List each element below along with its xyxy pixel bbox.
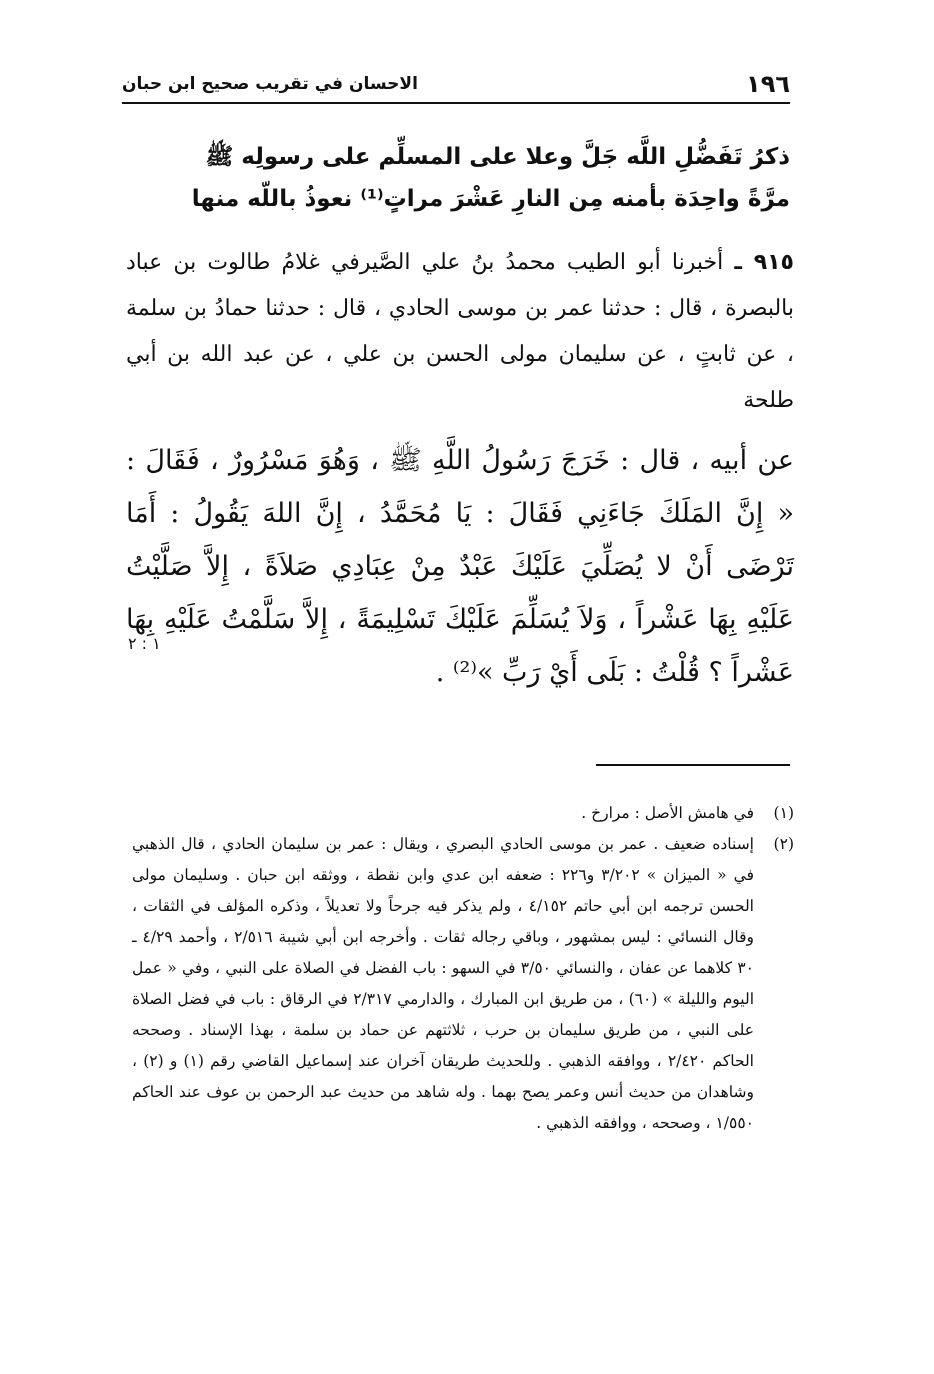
chapter-heading-line-2: مرَّةً واحِدَة بأمنه مِن النارِ عَشْرَ مراتٍ⁽¹⁾ نعوذُ باللّه منها bbox=[191, 186, 790, 212]
hadith-isnad bbox=[126, 240, 794, 424]
page-number: ١٩٦ bbox=[746, 70, 790, 98]
book-title: الاحسان في تقريب صحيح ابن حبان bbox=[122, 74, 418, 94]
isnad-text: أخبرنا أبو الطيب محمدُ بنُ علي الصَّيرفي غلامُ طالوت بن عباد بالبصرة ، قال : حدثنا عمر بن موسى الحادي ، قال : حدثنا حمادُ بن سلمة ، عن ثابتٍ ، عن سليمان مولى الحسن بن علي ، عن عبد الله بن أبي طلحة bbox=[126, 250, 794, 413]
footnote-marker: (٢) bbox=[773, 835, 794, 853]
chapter-heading-line-1: ذكرُ تَفَضُّلِ اللَّه جَلَّ وعلا على المسلِّم على رسولِه ﷺ bbox=[205, 144, 790, 170]
hadith-number: ٩١٥ ـ bbox=[734, 250, 794, 275]
side-reference: ١ : ٢ bbox=[128, 634, 161, 653]
footnote-2 bbox=[132, 829, 794, 1139]
footnotes bbox=[132, 798, 794, 1139]
footnote-text: في هامش الأصل : مرارخ . bbox=[581, 804, 754, 822]
footnote-separator bbox=[596, 764, 790, 766]
chapter-heading bbox=[150, 136, 790, 220]
footnote-text: إسناده ضعيف . عمر بن موسى الحادي البصري ، ويقال : عمر بن سليمان الحادي ، قال الذهبي في « الميزان » ٣/٢٠٢ و٢٢٦ : ضعفه ابن عدي وابن نقطة ، ووثقه ابن حبان . وسليمان مولى الحسن ترجمه ابن أبي حاتم ٤/١٥٢ ، ولم يذكر فيه جرحاً ولا تعديلاً ، وذكره المؤلف في الثقات ، وقال النسائي : ليس بمشهور ، وباقي رجاله ثقات . وأخرجه ابن أبي شيبة ٢/٥١٦ ، وأحمد ٤/٢٩ ـ ٣٠ كلاهما عن عفان ، والنسائي ٣/٥٠ في السهو : باب الفضل في الصلاة على النبي ، وفي « عمل اليوم والليلة » (٦٠) ، من طريق ابن المبارك ، والدارمي ٢/٣١٧ في الرقاق : باب في فضل الصلاة على النبي ، من طريق سليمان بن حرب ، ثلاثتهم عن حماد بن سلمة ، بهذا الإسناد . وصححه الحاكم ٢/٤٢٠ ، ووافقه الذهبي . وللحديث طريقان آخران عند إسماعيل القاضي رقم (١) و (٢) ، وشاهدان من حديث أنس وعمر يصح بهما . وله شاهد من حديث عبد الرحمن بن عوف عند الحاكم ١/٥٥٠ ، وصححه ، ووافقه الذهبي . bbox=[132, 835, 755, 1132]
footnote-marker: (١) bbox=[773, 804, 794, 822]
running-header bbox=[122, 66, 790, 104]
hadith-matn: عن أبيه ، قال : خَرَجَ رَسُولُ اللَّهِ ﷺ ، وَهُوَ مَسْرُورٌ ، فَقَالَ : « إِنَّ المَلَكَ جَاءَنِي فَقَالَ : يَا مُحَمَّدُ ، إِنَّ اللهَ يَقُولُ : أَمَا تَرْضَى أَنْ لا يُصَلِّيَ عَلَيْكَ عَبْدٌ مِنْ عِبَادِي صَلاَةً ، إِلاَّ صَلَّيْتُ عَلَيْهِ بِهَا عَشْراً ، وَلاَ يُسَلِّمَ عَلَيْكَ تَسْلِيمَةً ، إِلاَّ سَلَّمْتُ عَلَيْهِ بِهَا عَشْراً ؟ قُلْتُ : بَلَى أَيْ رَبِّ »⁽²⁾ . bbox=[126, 445, 794, 688]
footnote-1 bbox=[132, 798, 794, 829]
